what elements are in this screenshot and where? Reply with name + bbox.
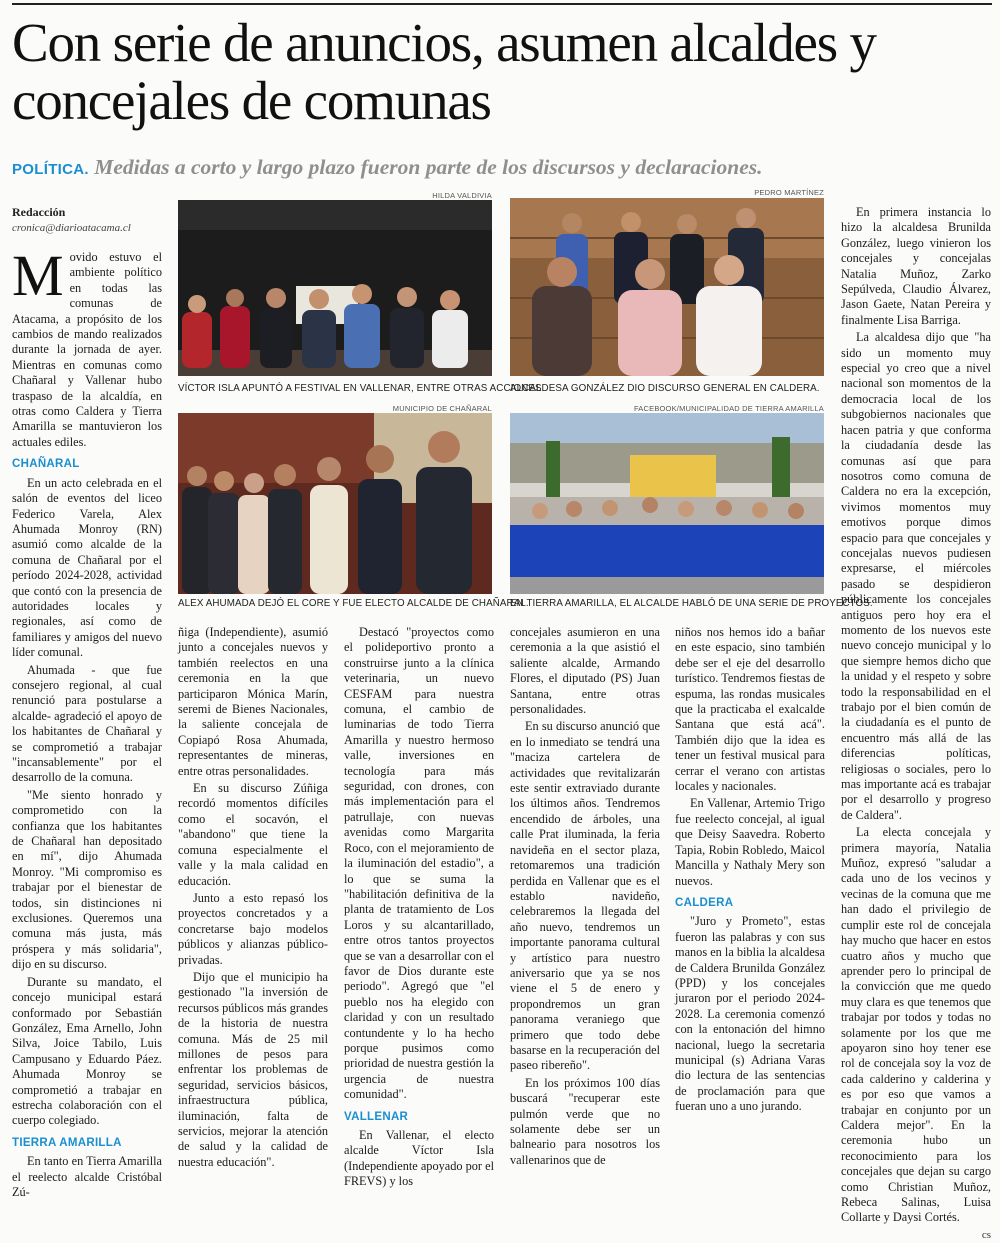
paragraph: En su discurso Zúñiga recordó momentos difíciles como el socavón, el "abandono" que tiene la comuna especialmente el valle y la mala calidad en educación. [178, 781, 328, 888]
photo-caption: VÍCTOR ISLA APUNTÓ A FESTIVAL EN VALLENAR, ENTRE OTRAS ACCIONES. [178, 383, 545, 394]
section-caldera: CALDERA [675, 896, 734, 909]
byline [12, 205, 172, 234]
paragraph: La alcaldesa dijo que "ha sido un momento muy especial yo creo que a nivel nacional son momentos de la democracia local de los subgobiernos nacionales que hacen patria y que conforma la ciudadanía desde las comunas así que para nosotros como comuna de Caldera no era la excepción, vivimos momentos muy emotivos porque dimos espacio para que concejales y concejalas nuevos pudiesen expresarse, el miércoles pasado se despidieron públicamente los concejales antiguos pero hoy era el momento de los nuevos este nuevo concejo municipal y lo que siempre hemos dicho que la unidad y el respeto y sobre todo la responsabilidad en el trabajo por el bien común de la ciudadanía es el punto de encuentro más allá de las diferencias políticas, religiosas o sociales, pero lo mas importante acá es trabajar por el desarrollo y progreso de Caldera". [841, 330, 991, 822]
column-5 [675, 625, 825, 1117]
section-vallenar: VALLENAR [344, 1110, 409, 1123]
paragraph: La electa concejala y primera mayoría, Natalia Muñoz, expresó "saludar a cada uno de los vecinos y vecinas de la comuna que me han dado el privilegio de cumplir este rol de concejala hay mucho que hacer en estos cuatro años y mucho que aprender pero lo principal de la convicción que me quedo muy clara es que tenemos que trabajar por todos y todas no solamente por los que me apoyaron sino hoy tener ese rol de concejala soy la voz de cada calderino y calderina y es por eso que vamos a trabajar en conjunto por un Caldera mejor". En la ceremonia hubo un reconocimiento para los concejales que dejan su cargo como Christian Muñoz, Rebeca Salinas, Luisa Collarte y Daysi Cortés. [841, 825, 991, 1225]
end-mark: cs [981, 1228, 991, 1241]
paragraph: Junto a esto repasó los proyectos concretados y a concretarse bajo modelos públicos y alianzas público-privadas. [178, 890, 328, 967]
paragraph: En un acto celebrada en el salón de eventos del liceo Federico Varela, Alex Ahumada Monroy (RN) asumió como alcalde de la comuna de Chañaral por el período 2024-2028, actividad que contó con la presencia de autoridades locales y regionales, así como de familiares y amigos del nuevo líder comunal. [12, 475, 162, 660]
column-4 [510, 625, 660, 1170]
byline-email[interactable]: cronica@diarioatacama.cl [12, 222, 131, 234]
deck [12, 154, 992, 183]
photo-vallenar [178, 200, 492, 376]
photo-credit: MUNICIPIO DE CHAÑARAL [392, 404, 492, 413]
kicker: POLÍTICA. [12, 161, 89, 178]
section-chanaral: CHAÑARAL [12, 458, 80, 471]
photo-caption: EN TIERRA AMARILLA, EL ALCALDE HABLÓ DE UNA SERIE DE PROYECTOS. [510, 598, 873, 609]
paragraph: "Juro y Prometo", estas fueron las palabras y con sus manos en la biblia la alcaldesa de Caldera Brunilda González (PPD) y los concejales juraron por el periodo 2024-2028. La ceremonia comenzó con la entonación del himno nacional, luego la secretaria municipal (s) Adriana Varas dio lectura de las sentencias de proclamación para que fueran uno a uno jurando. [675, 914, 825, 1114]
paragraph: En su discurso anunció que en lo inmediato se tendrá una "maciza cartelera de actividades que revitalizarán este sentir extraviado durante los últimos años. Tendremos encendido de árboles, una calle Prat iluminada, la feria navideña en el sector plaza, retomaremos una tradición perdida en Vallenar que es el establo navideño, celebraremos la llegada del año nuevo, tendremos un importante panorama cultural y artístico para nuestro aniversario que ya se nos viene el 5 de enero y propondremos un gran panorama veraniego que primero que todo debe basarse en la recuperación del paseo ribereño". [510, 719, 660, 1073]
section-tierra-amarilla: TIERRA AMARILLA [12, 1136, 122, 1149]
photo-credit: PEDRO MARTÍNEZ [754, 188, 824, 197]
paragraph: En los próximos 100 días buscará "recuperar este pulmón verde que no solamente debe ser un balneario para nosotros los vallenarinos que de [510, 1075, 660, 1167]
column-6 [841, 205, 991, 1243]
photo-caption: ALCALDESA GONZÁLEZ DIO DISCURSO GENERAL EN CALDERA. [510, 383, 820, 394]
column-2 [178, 625, 328, 1172]
photo-caption: ALEX AHUMADA DEJÓ EL CORE Y FUE ELECTO ALCALDE DE CHAÑARAL. [178, 598, 529, 609]
photo-chanaral [178, 413, 492, 594]
paragraph: Destacó "proyectos como el polideportivo pronto a construirse junto a la clínica veterinaria, un nuevo CESFAM para nuestra comuna, el cambio de luminarias de todo Tierra Amarilla y nuestro hermoso valle, inversiones en tecnología para más seguridad, con drones, con más implementación para el patrullaje, con nuevas avenidas como Margarita Roco, con el mejoramiento de la iluminación del estadio", a lo que se suma la "habilitación definitiva de la planta de tratamiento de Los Loros y su alcantarillado, entre otros tantos proyectos que se van a desarrollar con el favor de Dios durante este periodo". Agregó que "el pueblo nos ha elegido con claridad y con un resultado contundente y lo ha hecho porque pusimos como prioridad de nuestra gestión la urgencia de nuestra comunidad". [344, 625, 494, 1102]
lead-paragraph: Movido estuvo el ambiente político en todas las comunas de Atacama, a propósito de los cambios de mando realizados durante la jornada de ayer. Mientras en comunas como Chañaral y Vallenar hubo traspaso de la alcaldía, en otras como Caldera y Tierra Amarilla se mantuvieron los actuales ediles. [12, 243, 162, 449]
top-rule [12, 3, 992, 5]
paragraph: En tanto en Tierra Amarilla el reelecto alcalde Cristóbal Zú- [12, 1154, 162, 1199]
byline-name: Redacción [12, 205, 66, 219]
paragraph: "Me siento honrado y comprometido con la confianza que los habitantes de Chañaral han depositado en mí", dijo Ahumada Monroy. "Mi compromiso es trabajar por el bienestar de todos, sin distinciones ni exclusiones. Queremos una comuna más justa, más próspera y más solidaria", dijo en su discurso. [12, 787, 162, 972]
paragraph: Dijo que el municipio ha gestionado "la inversión de recursos públicos más grandes de la historia de nuestra comuna. Más de 25 mil millones de pesos para enfrentar los problemas de seguridad, servicios básicos, infraestructura pública, iluminación, falta de servicios, mejorar la atención de salud y la calidad de nuestra educación". [178, 969, 328, 1169]
photo-credit: HILDA VALDIVIA [432, 191, 492, 200]
paragraph: Ahumada - que fue consejero regional, al cual renunció para postularse a alcalde- agradeció el apoyo de los habitantes de Chañaral y se comprometió a trabajar "incansablemente" por el desarrollo de la comuna. [12, 662, 162, 785]
paragraph: niños nos hemos ido a bañar en este espacio, sino también debe ser el eje del desarrollo turístico. Tendremos fiestas de espuma, las rondas musicales que la practicaba el exalcalde Santana que está acá". También dijo que la idea es tener un festival musical para cerrar el verano con artistas locales y nacionales. [675, 625, 825, 794]
photo-caldera [510, 198, 824, 376]
photo-credit: FACEBOOK/MUNICIPALIDAD DE TIERRA AMARILLA [633, 404, 824, 413]
paragraph: ñiga (Independiente), asumió junto a concejales nuevos y también reelectos en una ceremonia en la que participaron Mónica Marín, seremi de Bienes Nacionales, la saliente concejala de Copiapó Rosa Ahumada, representantes de mineras, entre otras personalidades. [178, 625, 328, 778]
headline: Con serie de anuncios, asumen alcaldes y concejales de comunas [12, 12, 876, 131]
paragraph: En Vallenar, Artemio Trigo fue reelecto concejal, al igual que Deisy Saavedra. Roberto Tapia, Robin Robledo, Maicol Mancilla y Nathaly Mery son nuevos. [675, 796, 825, 888]
paragraph: concejales asumieron en una ceremonia a la que asistió el saliente alcalde, Armando Flores, el diputado (PS) Juan Santana, entre otras personalidades. [510, 625, 660, 717]
column-1 [12, 243, 162, 1202]
deck-text: Medidas a corto y largo plazo fueron parte de los discursos y declaraciones. [94, 155, 763, 179]
dropcap: M [12, 243, 64, 308]
paragraph: En primera instancia lo hizo la alcaldesa Brunilda González, luego vinieron los concejales y concejalas Natalia Muñoz, Zarko Sepúlveda, Claudio Álvarez, Jason Gaete, Natan Pereira y finalmente Lisa Barriga. [841, 205, 991, 327]
paragraph: En Vallenar, el electo alcalde Víctor Isla (Independiente apoyado por el FREVS) y los [344, 1128, 494, 1189]
paragraph: Durante su mandato, el concejo municipal estará conformado por Sebastián González, Ema Arnello, John Silva, Joice Tabilo, Luis Campusano y Eduardo Páez. Ahumada Monroy se comprometió a trabajar en estrecha colaboración con el cuerpo colegiado. [12, 974, 162, 1128]
column-3 [344, 625, 494, 1192]
photo-tierra-amarilla [510, 413, 824, 594]
